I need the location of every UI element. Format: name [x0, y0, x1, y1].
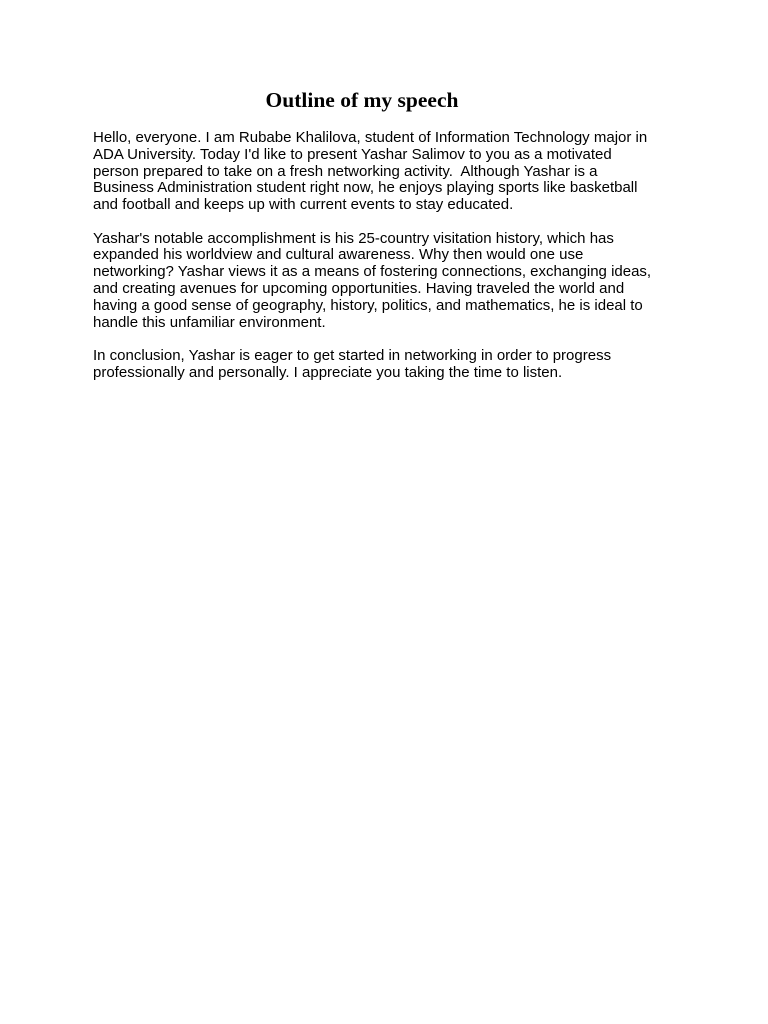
paragraph-conclusion	[93, 348, 683, 382]
text-line: In conclusion, Yashar is eager to get started in networking in order to progress	[93, 346, 612, 364]
text-line: ADA University. Today I'd like to present Yashar Salimov to you as a motivated	[93, 145, 612, 163]
text-line: Business Administration student right now, he enjoys playing sports like basketball	[93, 179, 638, 197]
text-line: and creating avenues for upcoming opportunities. Having traveled the world and	[93, 279, 625, 297]
text-line: Hello, everyone. I am Rubabe Khalilova, student of Information Technology major in	[93, 129, 648, 146]
text-line: professionally and personally. I appreciate you taking the time to listen.	[93, 363, 563, 381]
page-title: Outline of my speech	[265, 88, 459, 112]
text-line: and football and keeps up with current events to stay educated.	[93, 196, 514, 214]
document-body	[93, 130, 683, 398]
paragraph-accomplishment	[93, 231, 683, 332]
paragraph-introduction	[93, 130, 683, 214]
text-line: Yashar's notable accomplishment is his 25-country visitation history, which has	[93, 229, 614, 247]
text-line: expanded his worldview and cultural awareness. Why then would one use	[93, 246, 584, 264]
text-line: networking? Yashar views it as a means of fostering connections, exchanging ideas,	[93, 263, 652, 281]
text-line: having a good sense of geography, history, politics, and mathematics, he is ideal to	[93, 296, 643, 314]
text-line: handle this unfamiliar environment.	[93, 313, 326, 331]
text-line: person prepared to take on a fresh networking activity. Although Yashar is a	[93, 162, 598, 180]
